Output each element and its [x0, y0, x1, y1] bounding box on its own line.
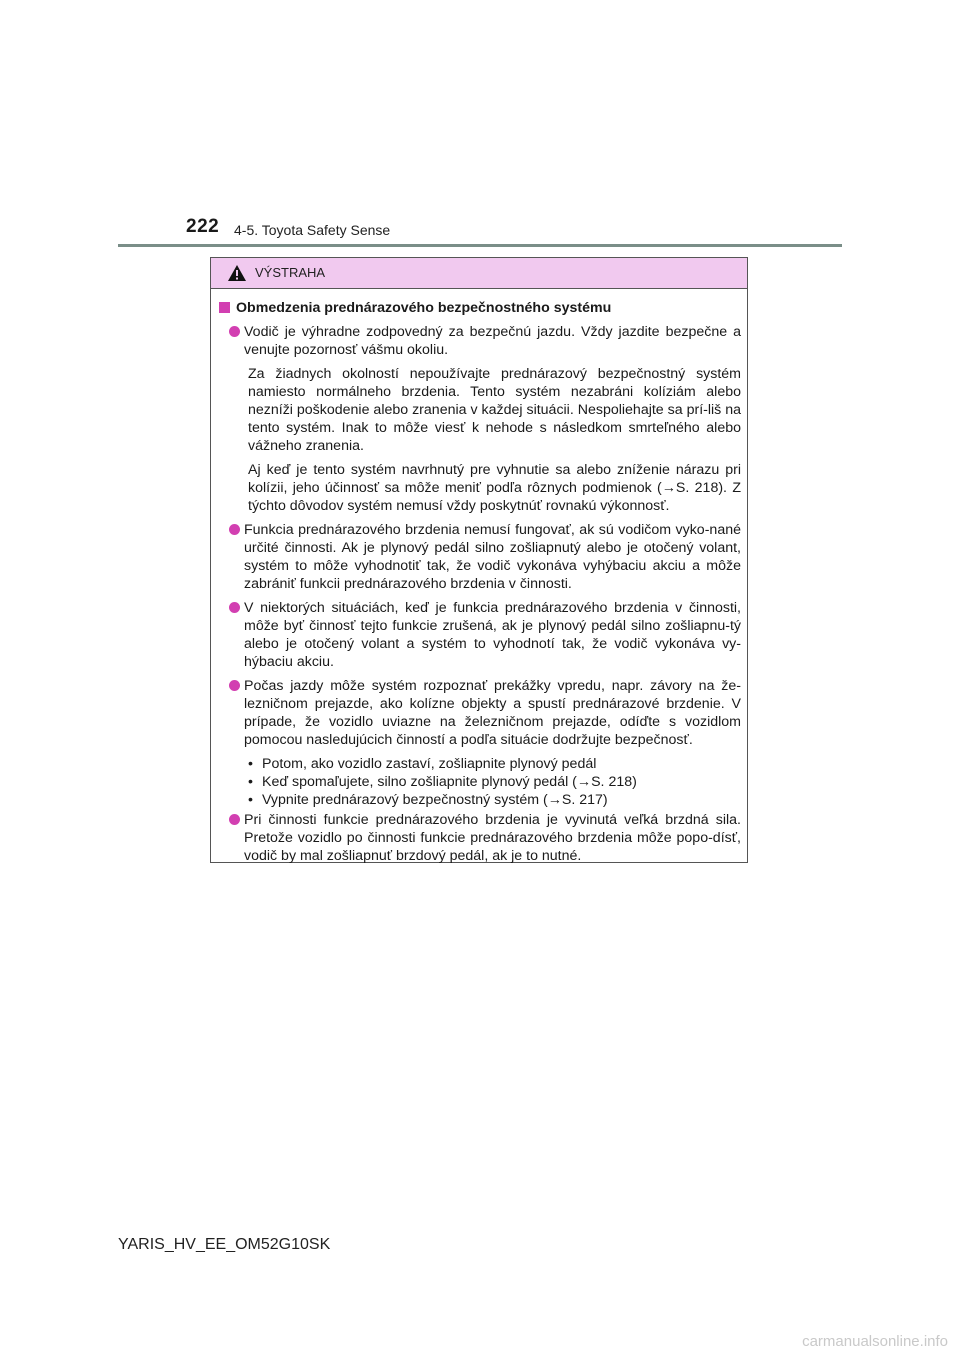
list-item	[217, 521, 741, 593]
square-bullet-icon	[219, 302, 230, 313]
heading-text: Obmedzenia prednárazového bezpečnostného systému	[236, 300, 612, 316]
page-number: 222	[186, 216, 220, 237]
list-item-paragraph: Aj keď je tento systém navrhnutý pre vyhnutie sa alebo zníženie nárazu pri kolízii, jeho účinnosť sa môže meniť podľa rôznych podmienok (→S. 218). Z týchto dôvodov systém nemusí vždy poskytnúť rovnakú výkonnosť.	[248, 462, 741, 514]
circle-bullet-icon	[229, 814, 240, 825]
warning-label: VÝSTRAHA	[255, 265, 326, 280]
list-item-text: Pri činnosti funkcie prednárazového brzdenia je vyvinutá veľká brzdná sila. Pretože vozidlo po činnosti funkcie prednárazového brzdenia môže popo-dísť, vodič by mal zošliapnuť brzdový pedál, ak je to nutné.	[244, 812, 741, 864]
circle-bullet-icon	[229, 524, 240, 535]
circle-bullet-icon	[229, 326, 240, 337]
list-item	[217, 323, 741, 359]
warning-heading	[217, 299, 741, 317]
list-item-paragraph: Za žiadnych okolností nepoužívajte prednárazový bezpečnostný systém namiesto normálneho brzdenia. Tento systém nezabráni kolíziám alebo nezníži poškodenie alebo zranenia v každej situácii. Nespoliehajte sa prí-liš na tento systém. Inak to môže viesť k nehode s následkom smrteľného alebo vážneho zranenia.	[248, 366, 741, 454]
list-item	[217, 599, 741, 671]
warning-body	[211, 289, 747, 865]
sub-list-item: • Vypnite prednárazový bezpečnostný systém (→S. 217)	[248, 791, 741, 809]
doc-code: YARIS_HV_EE_OM52G10SK	[118, 1236, 331, 1253]
warning-triangle-icon	[227, 264, 247, 282]
sub-list	[248, 755, 741, 809]
list-item-text: Vodič je výhradne zodpovedný za bezpečnú jazdu. Vždy jazdite bezpečne a venujte pozornosť vášmu okoliu.	[244, 324, 741, 358]
sub-list-item: • Potom, ako vozidlo zastaví, zošliapnite plynový pedál	[248, 755, 741, 773]
circle-bullet-icon	[229, 680, 240, 691]
sub-list-item: • Keď spomaľujete, silno zošliapnite plynový pedál (→S. 218)	[248, 773, 741, 791]
watermark: carmanualsonline.info	[802, 1333, 948, 1350]
list-item	[217, 811, 741, 865]
list-item-text: V niektorých situáciách, keď je funkcia prednárazového brzdenia v činnosti, môže byť činnosť tejto funkcie zrušená, ak je plynový pedál silno zošliapnu-tý alebo je otočený volant a systém to vyhodnotí tak, že vodič vykonáva vy-hýbaciu akciu.	[244, 600, 741, 670]
warning-header	[211, 258, 747, 289]
warning-box	[210, 257, 748, 863]
list-item	[217, 677, 741, 749]
section-title: 4-5. Toyota Safety Sense	[234, 222, 391, 238]
list-item-text: Funkcia prednárazového brzdenia nemusí fungovať, ak sú vodičom vyko-nané určité činnosti. Ak je plynový pedál silno zošliapnutý alebo je otočený volant, systém to môže vyhodnotiť tak, že vodič vykonáva vyhýbaciu akciu a môže zabrániť funkcii prednárazového brzdenia v činnosti.	[244, 522, 741, 592]
list-item-text: Počas jazdy môže systém rozpoznať prekážky vpredu, napr. závory na že-lezničnom prejazde, ako kolízne objekty a spustí prednárazové brzdenie. V prípade, že vozidlo uviazne na železničnom prejazde, odíďte s vozidlom pomocou nasledujúcich činností a podľa situácie dodržujte bezpečnosť.	[244, 678, 741, 748]
circle-bullet-icon	[229, 602, 240, 613]
header-rule	[118, 244, 842, 247]
